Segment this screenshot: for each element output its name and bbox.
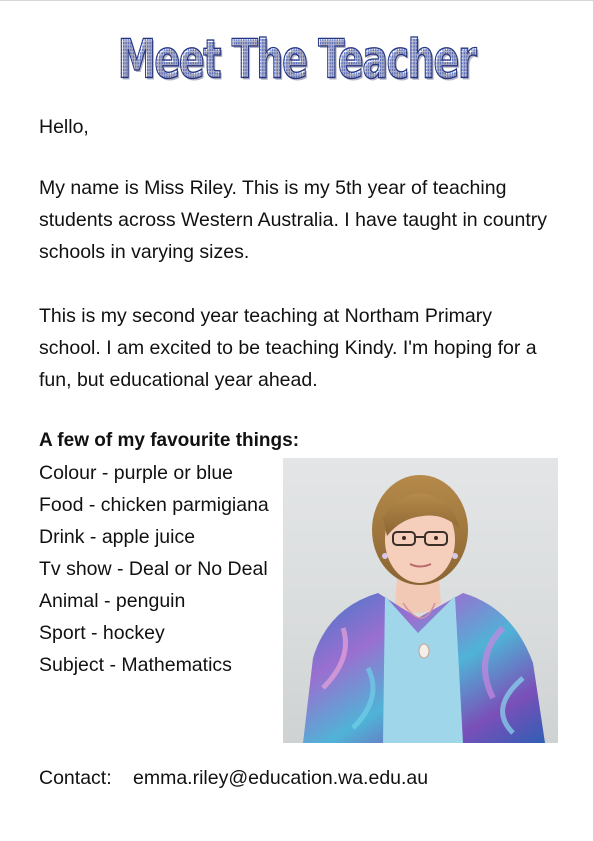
contact-label: Contact: bbox=[39, 767, 112, 789]
favourite-item-subject: Subject - Mathematics bbox=[39, 654, 232, 676]
intro-paragraph-2: This is my second year teaching at Northam Primary school. I am excited to be teaching Kindy. I'm hoping for a fun, but educational year ahead. bbox=[39, 305, 537, 391]
favourite-item-sport: Sport - hockey bbox=[39, 622, 165, 644]
teacher-photo bbox=[283, 458, 558, 743]
favourites-heading: A few of my favourite things: bbox=[39, 430, 300, 451]
contact-line bbox=[39, 762, 428, 794]
favourites-list bbox=[39, 457, 269, 681]
title-banner bbox=[0, 28, 593, 91]
favourite-item-drink: Drink - apple juice bbox=[39, 526, 196, 548]
greeting-text: Hello, bbox=[39, 116, 89, 138]
favourite-item-food: Food - chicken parmigiana bbox=[39, 494, 269, 516]
top-divider bbox=[0, 0, 593, 1]
favourite-item-tv-show: Tv show - Deal or No Deal bbox=[39, 558, 268, 580]
contact-email-link[interactable]: emma.riley@education.wa.edu.au bbox=[133, 767, 429, 789]
page-title: Meet The Teacher bbox=[117, 28, 476, 91]
intro-paragraph-1: My name is Miss Riley. This is my 5th year of teaching students across Western Australia. I have taught in country schools in varying sizes. bbox=[39, 177, 547, 263]
favourite-item-animal: Animal - penguin bbox=[39, 590, 186, 612]
favourite-item-colour: Colour - purple or blue bbox=[39, 462, 234, 484]
teacher-portrait-illustration bbox=[283, 458, 558, 743]
